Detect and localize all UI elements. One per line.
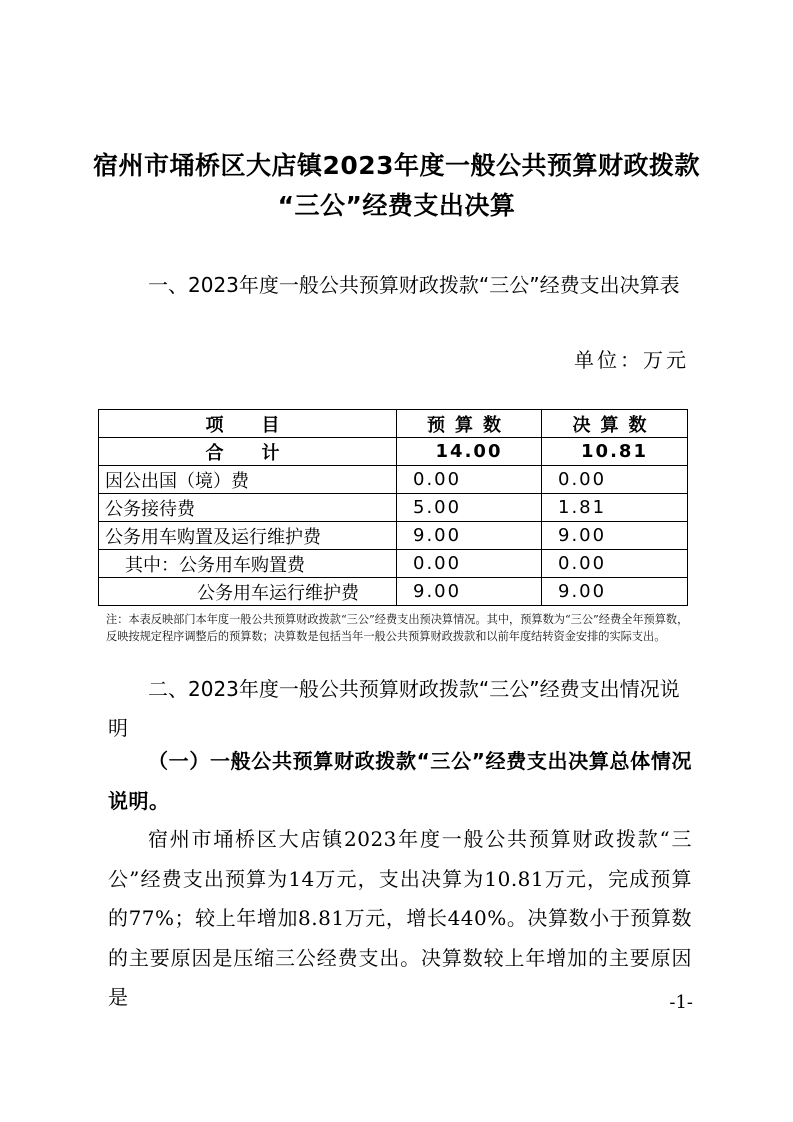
table-row [99,522,688,550]
subsection1-heading: （一）一般公共预算财政拨款“三公”经费支出决算总体情况说明。 [108,749,692,813]
row-final: 0.00 [542,550,688,578]
section1-heading: 一、2023年度一般公共预算财政拨款“三公”经费支出决算表 [148,273,680,297]
row-item: 因公出国（境）费 [99,466,397,494]
table-row-total [99,438,688,466]
row-final: 9.00 [542,578,688,606]
row-budget: 9.00 [397,578,542,606]
row-budget: 14.00 [397,438,542,466]
table-row [99,466,688,494]
unit-label: 单位：万元 [574,348,689,372]
row-budget: 9.00 [397,522,542,550]
table-header-row [99,410,688,438]
header-final: 决算数 [542,410,688,438]
section2-heading: 二、2023年度一般公共预算财政拨款“三公”经费支出情况说明 [108,677,680,740]
row-item: 公务用车购置及运行维护费 [99,522,397,550]
row-final: 0.00 [542,466,688,494]
document-title-line1: 宿州市埇桥区大店镇2023年度一般公共预算财政拨款 [92,151,701,180]
table-note: 注：本表反映部门本年度一般公共预算财政拨款“三公”经费支出预决算情况。其中，预算数为“三公”经费全年预算数，反映按规定程序调整后的预算数；决算数是包括当年一般公共预算财政拨款和以前年度结转资金安排的实际支出。 [106,613,689,643]
row-budget: 0.00 [397,550,542,578]
row-item: 公务用车运行维护费 [99,578,397,606]
page-number: -1- [669,992,693,1013]
row-budget: 0.00 [397,466,542,494]
document-title-line2: “三公”经费支出决算 [277,191,516,220]
table-row [99,550,688,578]
row-item: 其中：公务用车购置费 [99,550,397,578]
paragraph-summary: 宿州市埇桥区大店镇2023年度一般公共预算财政拨款“三公”经费支出预算为14万元，支出决算为10.81万元，完成预算的77%；较上年增加8.81万元，增长440%。决算数小于预算数的主要原因是压缩三公经费支出。决算数较上年增加的主要原因是 [108,827,692,1009]
table-row [99,494,688,522]
row-budget: 5.00 [397,494,542,522]
header-item: 项 目 [99,410,397,438]
table-row [99,578,688,606]
row-final: 10.81 [542,438,688,466]
expense-table [98,409,688,606]
row-item: 合 计 [99,438,397,466]
row-final: 9.00 [542,522,688,550]
row-final: 1.81 [542,494,688,522]
header-budget: 预算数 [397,410,542,438]
row-item: 公务接待费 [99,494,397,522]
